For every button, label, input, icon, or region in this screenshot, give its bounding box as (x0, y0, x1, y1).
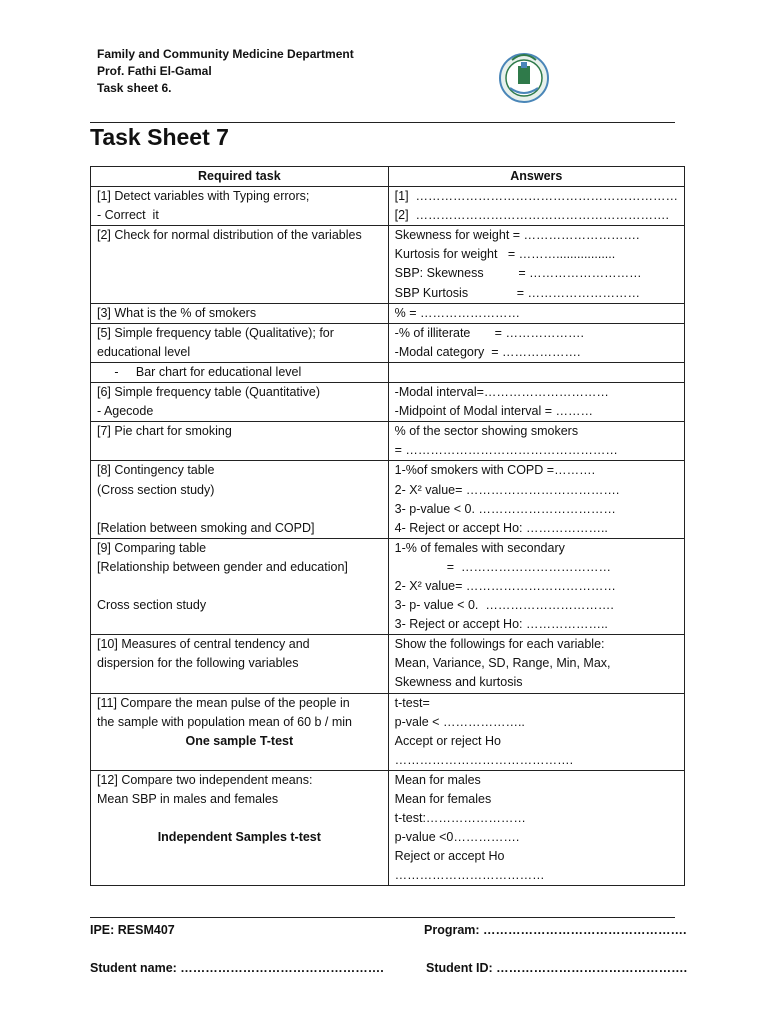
task-line: [1] Detect variables with Typing errors; (97, 189, 310, 204)
answer-cell (388, 362, 684, 382)
table-row (91, 461, 685, 538)
task-cell (91, 693, 389, 770)
task-line: Cross section study (97, 598, 207, 613)
table-row (91, 422, 685, 461)
table-row (91, 226, 685, 303)
answer-line: t-test= (394, 695, 430, 710)
task-line: [11] Compare the mean pulse of the people in (97, 695, 350, 710)
answer-line: Reject or accept Ho (394, 849, 505, 864)
department-name: Family and Community Medicine Department (97, 47, 354, 61)
answer-line: 2- X² value= ……………………………… (394, 578, 616, 593)
task-sheet-label: Task sheet 6. (97, 81, 172, 95)
answer-line: -% of illiterate = ………………. (394, 325, 584, 340)
answer-line: Accept or reject Ho (394, 733, 501, 748)
answer-line: 3- p- value < 0. …………………………. (394, 598, 614, 613)
header-divider (90, 122, 675, 123)
task-line: - Agecode (97, 404, 154, 419)
answer-line: t-test:…………………… (394, 811, 526, 826)
answer-line: Skewness for weight = ………………………. (394, 228, 640, 243)
ipe-code: IPE: RESM407 (90, 923, 175, 937)
answer-line: -Modal category = ………………. (394, 344, 581, 359)
answer-line: 3- Reject or accept Ho: ……………….. (394, 617, 608, 632)
answer-line: = ……………………………… (394, 559, 611, 574)
program-field: Program: …………………………………………. (424, 923, 687, 937)
answer-line: Mean for males (394, 772, 481, 787)
header-required-task: Required task (91, 167, 389, 187)
answer-cell (388, 770, 684, 886)
table-row (91, 383, 685, 422)
task-cell (91, 461, 389, 538)
task-line: [9] Comparing table (97, 540, 207, 555)
task-line: [5] Simple frequency table (Qualitative); for (97, 325, 334, 340)
task-line: [8] Contingency table (97, 463, 215, 478)
table-row (91, 303, 685, 323)
table-row (91, 635, 685, 693)
answer-cell (388, 693, 684, 770)
answer-cell (388, 635, 684, 693)
task-line: Mean SBP in males and females (97, 792, 279, 806)
answer-line: Mean, Variance, SD, Range, Min, Max, (394, 656, 611, 671)
task-line: dispersion for the following variables (97, 656, 299, 671)
answer-line: Show the followings for each variable: (394, 637, 605, 652)
task-line: - Bar chart for educational level (97, 364, 302, 379)
header-block (97, 46, 354, 97)
answer-line: 1-% of females with secondary (394, 540, 565, 555)
task-table (90, 166, 685, 886)
answer-cell (388, 323, 684, 362)
task-cell (91, 422, 389, 461)
answer-line: SBP Kurtosis = ……………………… (394, 285, 640, 300)
answer-line: -Modal interval=………………………… (394, 385, 609, 400)
test-name-label: One sample T-test (185, 733, 294, 748)
answer-line: -Midpoint of Modal interval = ……… (394, 404, 593, 419)
answer-cell (388, 422, 684, 461)
answer-line: ……………………………… (394, 868, 545, 883)
answer-line (395, 363, 678, 382)
answer-cell (388, 226, 684, 303)
task-line (97, 809, 382, 828)
task-line: - Correct it (97, 208, 159, 223)
task-line: [Relationship between gender and education] (97, 559, 348, 574)
task-line: [7] Pie chart for smoking (97, 424, 232, 439)
answer-line: SBP: Skewness = ……………………… (394, 266, 642, 281)
student-name-field: Student name: …………………………………………. (90, 961, 384, 975)
task-cell (91, 187, 389, 226)
task-cell (91, 538, 389, 634)
task-cell (91, 770, 389, 886)
header-answers: Answers (388, 167, 684, 187)
task-line (97, 577, 382, 596)
answer-line: % of the sector showing smokers (394, 424, 579, 439)
table-row (91, 362, 685, 382)
answer-line: p-vale < ……………….. (394, 714, 525, 729)
task-cell (91, 303, 389, 323)
table-header-row (91, 167, 685, 187)
answer-line: Mean for females (394, 792, 492, 806)
answer-line: [1] ……………………………………………………… (394, 189, 678, 204)
task-cell (91, 383, 389, 422)
task-cell (91, 323, 389, 362)
answer-line: ……………………………………. (394, 752, 574, 767)
task-line: [2] Check for normal distribution of the variables (97, 228, 362, 243)
task-line: the sample with population mean of 60 b / min (97, 714, 353, 729)
answer-line: p-value <0……………. (394, 830, 520, 845)
task-line: [10] Measures of central tendency and (97, 637, 310, 652)
professor-name: Prof. Fathi El-Gamal (97, 64, 212, 78)
answer-line: Kurtosis for weight = ………................. (394, 247, 616, 262)
table-row (91, 187, 685, 226)
answer-cell (388, 383, 684, 422)
table-row (91, 693, 685, 770)
answer-cell (388, 461, 684, 538)
answer-line: [2] ……………………………………………………. (394, 208, 669, 223)
task-line: [3] What is the % of smokers (97, 305, 257, 320)
task-line: [6] Simple frequency table (Quantitative) (97, 385, 321, 400)
answer-line: 2- X² value= ………………………………. (394, 482, 620, 497)
task-line: [Relation between smoking and COPD] (97, 520, 315, 535)
table-row (91, 323, 685, 362)
table-row (91, 770, 685, 886)
student-id-field: Student ID: ………………………………………. (426, 961, 688, 975)
task-cell (91, 635, 389, 693)
answer-line: 1-%of smokers with COPD =………. (394, 463, 596, 478)
answer-line: = …………………………………………… (394, 443, 618, 458)
answer-line: 4- Reject or accept Ho: ……………….. (394, 520, 608, 535)
answer-cell (388, 538, 684, 634)
task-line (97, 500, 382, 519)
test-name-label: Independent Samples t-test (157, 830, 321, 845)
footer-divider (90, 917, 675, 918)
task-line: [12] Compare two independent means: (97, 772, 313, 787)
answer-cell (388, 303, 684, 323)
answer-line: Skewness and kurtosis (394, 675, 523, 690)
task-cell (91, 362, 389, 382)
task-line: (Cross section study) (97, 482, 215, 497)
answer-cell (388, 187, 684, 226)
answer-line: % = …………………… (394, 305, 521, 320)
page-title: Task Sheet 7 (90, 124, 229, 150)
task-line: educational level (97, 344, 191, 359)
table-row (91, 538, 685, 634)
task-cell (91, 226, 389, 303)
answer-line: 3- p-value < 0. …………………………… (394, 501, 616, 516)
university-seal-icon (494, 48, 554, 104)
